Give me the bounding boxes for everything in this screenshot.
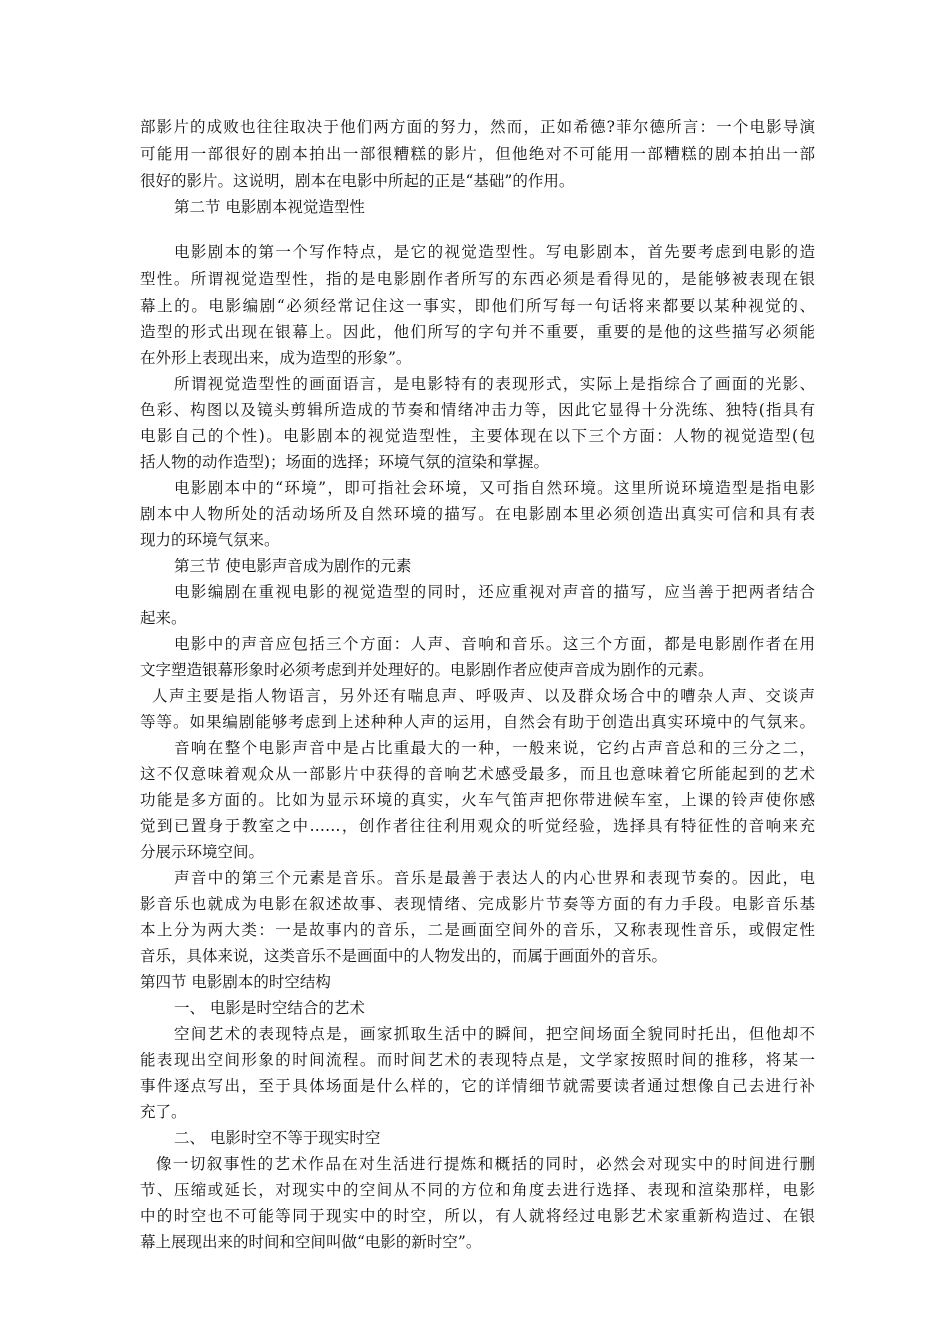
section-heading: 第四节 电影剧本的时空结构 xyxy=(140,973,331,991)
text-line: 本上分为两大类：一是故事内的音乐，二是画面空间外的音乐，又称表现性音乐，或假定性 xyxy=(140,921,815,939)
text-line: 电影自己的个性)。电影剧本的视觉造型性，主要体现在以下三个方面：人物的视觉造型(包 xyxy=(140,427,815,445)
subsection-heading: 二、 电影时空不等于现实时空 xyxy=(174,1129,381,1147)
text-line: 等等。如果编剧能够考虑到上述种种人声的运用，自然会有助于创造出真实环境中的气氛来。 xyxy=(140,713,815,731)
text-line: 这不仅意味着观众从一部影片中获得的音响艺术感受最多，而且也意味着它所能起到的艺术 xyxy=(140,765,815,783)
paragraph-first-line: 音响在整个电影声音中是占比重最大的一种，一般来说，它约占声音总和的三分之二， xyxy=(174,739,815,757)
paragraph-first-line: 电影剧本中的“环境”，即可指社会环境，又可指自然环境。这里所说环境造型是指电影 xyxy=(174,479,815,497)
text-line: 在外形上表现出来，成为造型的形象”。 xyxy=(140,349,412,367)
text-line: 觉到已置身于教室之中……，创作者往往利用观众的听觉经验，选择具有特征性的音响来充 xyxy=(140,817,815,835)
text-line: 充了。 xyxy=(140,1103,187,1121)
text-line: 功能是多方面的。比如为显示环境的真实，火车气笛声把你带进候车室，上课的铃声使你感 xyxy=(140,791,815,809)
paragraph-first-line: 电影编剧在重视电影的视觉造型的同时，还应重视对声音的描写，应当善于把两者结合 xyxy=(174,583,815,601)
text-line: 中的时空也不可能等同于现实中的时空，所以，有人就将经过电影艺术家重新构造过、在银 xyxy=(140,1207,815,1225)
text-line: 音乐，具体来说，这类音乐不是画面中的人物发出的，而属于画面外的音乐。 xyxy=(140,947,668,965)
text-line: 节、压缩或延长，对现实中的空间从不同的方位和角度去进行选择、表现和渲染那样，电影 xyxy=(140,1181,815,1199)
text-line: 可能用一部很好的剧本拍出一部很糟糕的影片，但他绝对不可能用一部糟糕的剧本拍出一部 xyxy=(140,145,815,163)
subsection-heading: 一、 电影是时空结合的艺术 xyxy=(174,999,365,1017)
text-line: 事件逐点写出，至于具体场面是什么样的，它的详情细节就需要读者通过想像自己去进行补 xyxy=(140,1077,815,1095)
paragraph-first-line: 所谓视觉造型性的画面语言，是电影特有的表现形式，实际上是指综合了画面的光影、 xyxy=(174,375,815,393)
text-line: 括人物的动作造型)；场面的选择；环境气氛的渲染和掌握。 xyxy=(140,453,550,471)
paragraph-first-line: 电影剧本的第一个写作特点，是它的视觉造型性。写电影剧本，首先要考虑到电影的造 xyxy=(174,243,815,261)
text-line: 型性。所谓视觉造型性，指的是电影剧作者所写的东西必须是看得见的，是能够被表现在银 xyxy=(140,270,815,288)
text-line: 很好的影片。这说明，剧本在电影中所起的正是“基础”的作用。 xyxy=(140,172,575,190)
text-line: 幕上展现出来的时间和空间叫做“电影的新时空”。 xyxy=(140,1233,482,1251)
section-heading: 第三节 使电影声音成为剧作的元素 xyxy=(174,557,412,575)
section-heading: 第二节 电影剧本视觉造型性 xyxy=(174,198,365,216)
text-line: 部影片的成败也往往取决于他们两方面的努力，然而，正如希德?菲尔德所言：一个电影导演 xyxy=(140,118,815,136)
paragraph-first-line: 空间艺术的表现特点是，画家抓取生活中的瞬间，把空间场面全貌同时托出，但他却不 xyxy=(174,1025,815,1043)
text-line: 剧本中人物所处的活动场所及自然环境的描写。在电影剧本里必须创造出真实可信和具有表 xyxy=(140,505,815,523)
text-line: 幕上的。电影编剧“必须经常记住这一事实，即他们所写每一句话将来都要以某种视觉的、 xyxy=(140,297,815,315)
paragraph-first-line: 人声主要是指人物语言，另外还有喘息声、呼吸声、以及群众场合中的嘈杂人声、交谈声 xyxy=(152,687,815,705)
text-line: 文字塑造银幕形象时必须考虑到并处理好的。电影剧作者应使声音成为剧作的元素。 xyxy=(140,661,714,679)
text-line: 现力的环境气氛来。 xyxy=(140,531,280,549)
paragraph-first-line: 声音中的第三个元素是音乐。音乐是最善于表达人的内心世界和表现节奏的。因此，电 xyxy=(174,869,815,887)
paragraph-first-line: 像一切叙事性的艺术作品在对生活进行提炼和概括的同时，必然会对现实中的时间进行删 xyxy=(156,1155,815,1173)
text-line: 造型的形式出现在银幕上。因此，他们所写的字句并不重要，重要的是他的这些描写必须能 xyxy=(140,323,815,341)
text-line: 色彩、构图以及镜头剪辑所造成的节奏和情绪冲击力等，因此它显得十分洗练、独特(指具有 xyxy=(140,401,815,419)
text-line: 能表现出空间形象的时间流程。而时间艺术的表现特点是，文学家按照时间的推移，将某一 xyxy=(140,1051,815,1069)
paragraph-first-line: 电影中的声音应包括三个方面：人声、音响和音乐。这三个方面，都是电影剧作者在用 xyxy=(174,635,815,653)
text-line: 影音乐也就成为电影在叙述故事、表现情绪、完成影片节奏等方面的有力手段。电影音乐基 xyxy=(140,895,815,913)
text-line: 起来。 xyxy=(140,609,187,627)
text-line: 分展示环境空间。 xyxy=(140,843,265,861)
